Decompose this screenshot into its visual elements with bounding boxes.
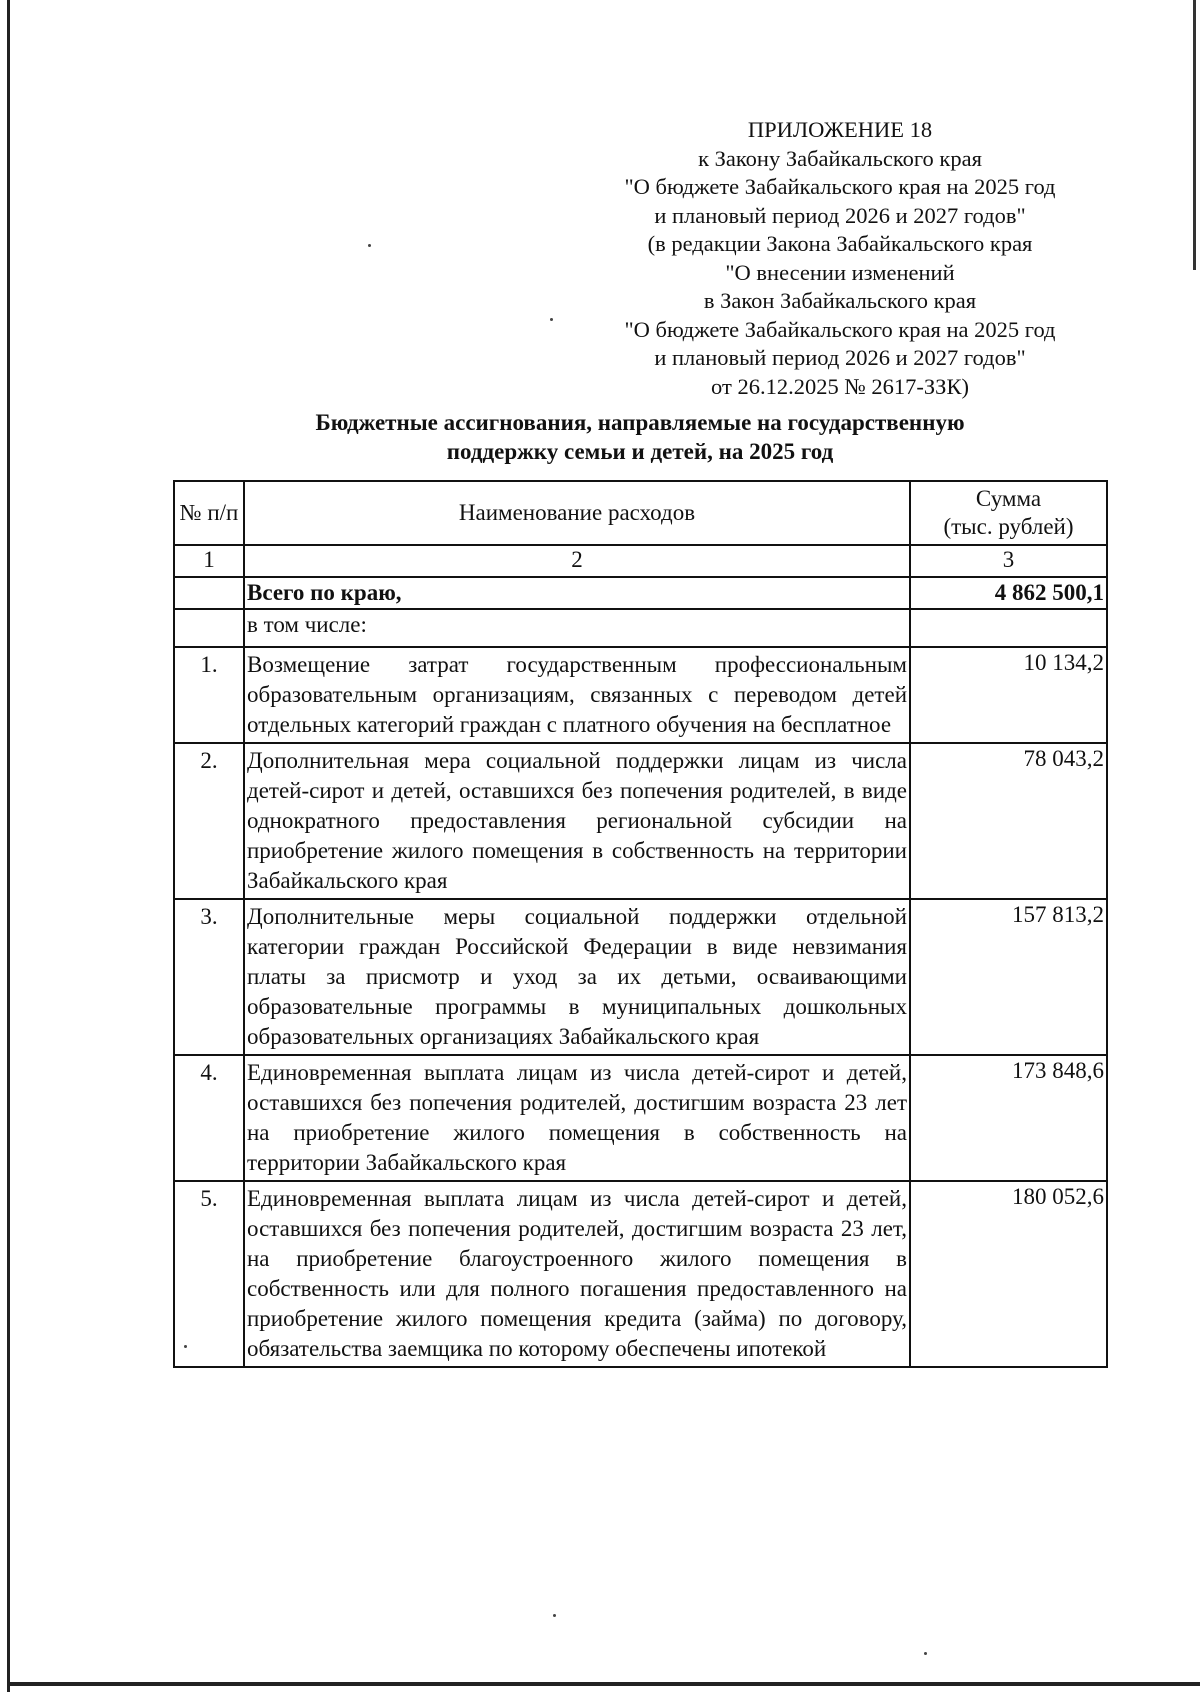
row-number: 5. (174, 1181, 244, 1367)
table-row (174, 743, 1107, 899)
scan-border-left (7, 0, 10, 1692)
scan-border-bottom (7, 1682, 1200, 1686)
scan-speck (553, 1614, 556, 1617)
header-name: Наименование расходов (244, 481, 910, 545)
budget-table (173, 480, 1108, 1368)
appendix-line: "О бюджете Забайкальского края на 2025 год (624, 174, 1056, 199)
row-number: 4. (174, 1055, 244, 1181)
scan-speck (924, 1652, 927, 1655)
column-number: 3 (910, 545, 1107, 577)
header-sum-line: (тыс. рублей) (943, 514, 1074, 539)
appendix-line: (в редакции Закона Забайкальского края (647, 231, 1033, 256)
row-name: Дополнительные меры социальной поддержки отдельной категории граждан Российской Федерации в виде невзимания платы за присмотр и уход за их детьми, осваивающими образовательные программы в муниципальных дошкольных образовательных организациях Забайкальского края (244, 899, 910, 1055)
row-sum: 157 813,2 (910, 899, 1107, 1055)
row-number: 3. (174, 899, 244, 1055)
appendix-line: и плановый период 2026 и 2027 годов" (654, 202, 1026, 228)
row-sum: 10 134,2 (910, 647, 1107, 743)
scan-speck (368, 244, 371, 247)
row-name: Единовременная выплата лицам из числа детей-сирот и детей, оставшихся без попечения родителей, достигшим возраста 23 лет, на приобретение благоустроенного жилого помещения в собственность или для полного погашения предоставленного на приобретение жилого помещения кредита (займа) по договору, обязательства заемщика по которому обеспечены ипотекой (244, 1181, 910, 1367)
table-header-row (174, 481, 1107, 545)
column-numbers-row (174, 545, 1107, 577)
including-num-cell (174, 609, 244, 647)
total-label: Всего по краю, (244, 577, 910, 609)
appendix-line: от 26.12.2025 № 2617-ЗЗК) (711, 373, 969, 399)
appendix-line: и плановый период 2026 и 2027 годов" (654, 345, 1026, 370)
appendix-line: "О внесении изменений (725, 259, 955, 285)
appendix-line: "О бюджете Забайкальского края на 2025 год (624, 316, 1056, 342)
scan-border-right (1193, 0, 1196, 270)
row-name: Единовременная выплата лицам из числа детей-сирот и детей, оставшихся без попечения родителей, достигшим возраста 23 лет на приобретение жилого помещения в собственность на территории Забайкальского края (244, 1055, 910, 1181)
document-title-line: Бюджетные ассигнования, направляемые на государственную (315, 410, 965, 435)
scan-speck (550, 318, 553, 321)
including-label: в том числе: (244, 609, 910, 647)
row-sum: 78 043,2 (910, 743, 1107, 899)
total-row (174, 577, 1107, 609)
table-row (174, 1055, 1107, 1181)
including-sum-cell (910, 609, 1107, 647)
header-num: № п/п (174, 481, 244, 545)
column-number: 1 (174, 545, 244, 577)
row-name: Возмещение затрат государственным профессиональным образовательным организациям, связанных с переводом детей отдельных категорий граждан с платного обучения на бесплатное (244, 647, 910, 743)
appendix-header (560, 116, 1120, 401)
row-number: 2. (174, 743, 244, 899)
row-sum: 173 848,6 (910, 1055, 1107, 1181)
header-sum (910, 481, 1107, 545)
appendix-line: в Закон Забайкальского края (703, 288, 977, 313)
document-title-line: поддержку семьи и детей, на 2025 год (446, 439, 834, 464)
document-title (170, 408, 1110, 466)
appendix-line: ПРИЛОЖЕНИЕ 18 (747, 117, 933, 142)
including-row (174, 609, 1107, 647)
row-name: Дополнительная мера социальной поддержки лицам из числа детей-сирот и детей, оставшихся без попечения родителей, в виде однократного предоставления региональной субсидии на приобретение жилого помещения в собственность на территории Забайкальского края (244, 743, 910, 899)
column-number: 2 (244, 545, 910, 577)
appendix-line: к Закону Забайкальского края (698, 145, 982, 171)
header-sum-line: Сумма (975, 486, 1042, 511)
total-num-cell (174, 577, 244, 609)
table-row (174, 647, 1107, 743)
table-row (174, 1181, 1107, 1367)
table-row (174, 899, 1107, 1055)
total-value: 4 862 500,1 (910, 577, 1107, 609)
row-number: 1. (174, 647, 244, 743)
row-sum: 180 052,6 (910, 1181, 1107, 1367)
